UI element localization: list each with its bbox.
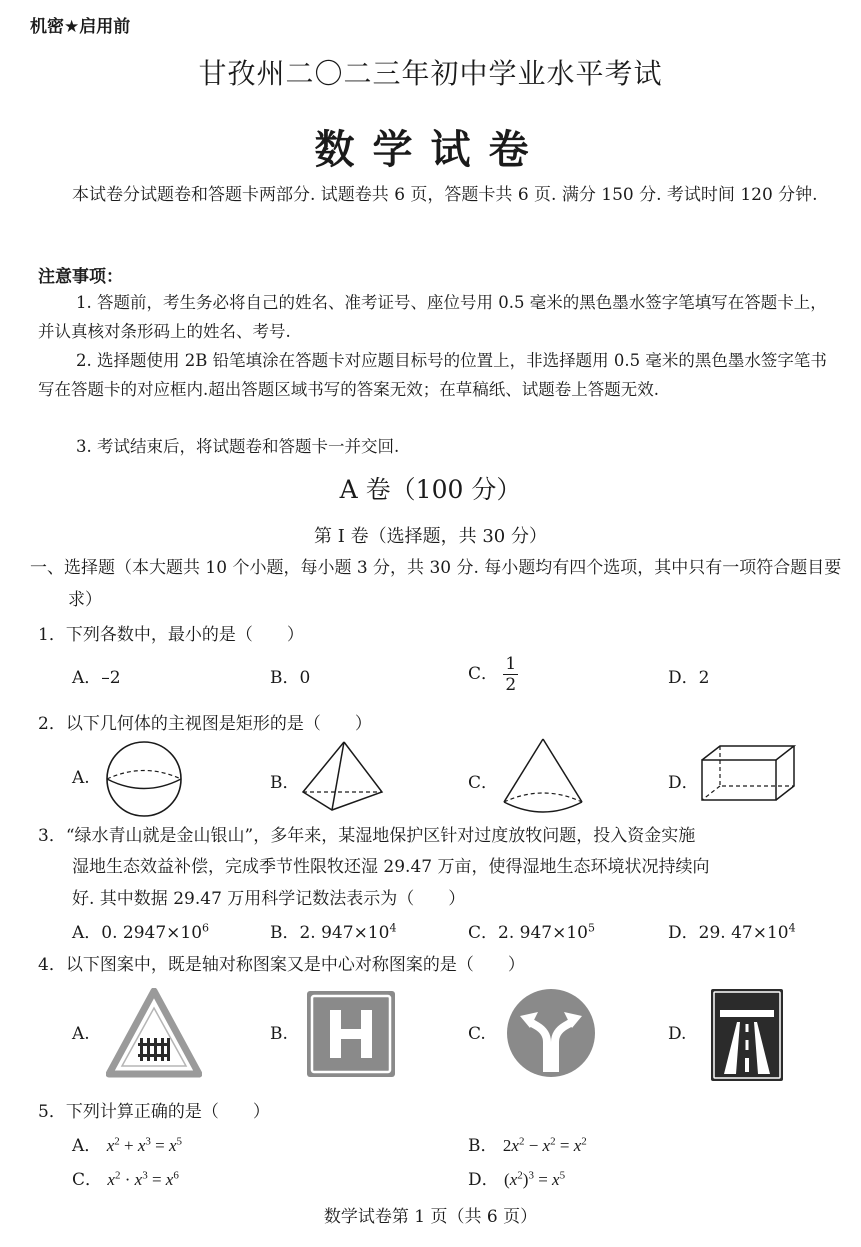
question-4-stem: 4．以下图案中，既是轴对称图案又是中心对称图案的是（ ） xyxy=(38,955,525,975)
question-1-stem: 1．下列各数中，最小的是（ ） xyxy=(38,625,304,645)
page-footer: 数学试卷第 1 页（共 6 页） xyxy=(323,1207,538,1227)
q5-option-c-label: C． xyxy=(72,1170,103,1190)
q5-option-b-formula: $2x^2 - x^2 = x^2$ xyxy=(502,1135,587,1155)
notice-item-3: 3. 考试结束后，将试题卷和答题卡一并交回. xyxy=(76,437,400,456)
question-3-stem-line-1: 3．“绿水青山就是金山银山”，多年来，某湿地保护区针对过度放牧问题，投入资金实施 xyxy=(38,826,696,846)
expressway-sign-icon xyxy=(710,988,784,1082)
q5-option-d-label: D． xyxy=(468,1170,499,1190)
q5-option-c-formula: $x^2 \cdot x^3 = x^6$ xyxy=(107,1169,179,1189)
question-2-stem: 2．以下几何体的主视图是矩形的是（ ） xyxy=(38,714,372,734)
part-a-heading: A 卷（100 分） xyxy=(339,475,522,504)
q3-option-b-text: B．2. 947×10 xyxy=(270,923,390,943)
notice-heading: 注意事项： xyxy=(38,267,123,287)
q4-option-b-label: B. xyxy=(270,1024,288,1044)
exam-title: 甘孜州二〇二三年初中学业水平考试 xyxy=(198,57,663,90)
q5-option-a xyxy=(72,1131,182,1156)
q1-option-a-value: –2 xyxy=(101,668,121,688)
question-3-stem-line-3: 好. 其中数据 29.47 万用科学记数法表示为（ ） xyxy=(72,889,466,909)
question-5-stem: 5．下列计算正确的是（ ） xyxy=(38,1102,270,1122)
q4-option-a-label: A. xyxy=(72,1024,90,1044)
sphere-figure xyxy=(103,740,185,818)
q3-option-c xyxy=(468,918,595,943)
q2-option-b-label: B． xyxy=(270,773,300,793)
q1-option-d xyxy=(668,663,709,688)
q5-option-c xyxy=(72,1165,179,1190)
q5-option-d-formula: $(x^2)^3 = x^5$ xyxy=(504,1169,566,1189)
q2-option-a-label: A. xyxy=(72,768,90,788)
q1-option-d-label: D． xyxy=(668,668,699,688)
q3-option-a-text: A．0. 2947×10 xyxy=(72,923,203,943)
q1-option-d-value: 2 xyxy=(698,668,710,688)
pyramid-figure xyxy=(300,740,386,820)
q3-option-b-exponent: 4 xyxy=(389,921,397,935)
q3-option-b xyxy=(270,918,396,943)
confidential-mark: 机密★启用前 xyxy=(30,17,131,37)
q1-option-a-label: A． xyxy=(72,668,102,688)
q3-option-d-exponent: 4 xyxy=(788,921,796,935)
question-3-stem-line-2: 湿地生态效益补偿，完成季节性限牧还湿 29.47 万亩，使得湿地生态环境状况持续向 xyxy=(72,857,710,877)
fork-direction-sign-icon xyxy=(506,988,596,1078)
cone-figure xyxy=(500,736,586,822)
q3-option-d xyxy=(668,918,796,943)
q5-option-a-formula: $x^2 + x^3 = x^5$ xyxy=(106,1135,183,1155)
q1-option-c-fraction xyxy=(503,654,518,695)
hospital-h-sign-icon xyxy=(306,990,396,1078)
intro-paragraph: 本试卷分试题卷和答题卡两部分. 试题卷共 6 页，答题卡共 6 页. 满分 150 分. 考试时间 120 分钟. xyxy=(72,185,818,205)
volume-1-heading: 第 I 卷（选择题，共 30 分） xyxy=(314,526,547,547)
q5-option-a-label: A． xyxy=(72,1136,102,1156)
q3-option-a-exponent: 6 xyxy=(202,921,210,935)
q3-option-a xyxy=(72,918,209,943)
q1-option-c xyxy=(468,654,518,695)
paper-title: 数学试卷 xyxy=(314,127,547,173)
notice-item-2: 2. 选择题使用 2B 铅笔填涂在答题卡对应题目标号的位置上，非选择题用 0.5 毫米的黑色墨水签字笔书写在答题卡的对应框内.超出答题区域书写的答案无效；在草稿纸、试题卷上答题无效. xyxy=(38,351,827,399)
q1-option-b-value: 0 xyxy=(299,668,311,688)
q4-option-c-label: C. xyxy=(468,1024,486,1044)
q5-option-d xyxy=(468,1165,565,1190)
q1-option-b-label: B． xyxy=(270,668,300,688)
fraction-denominator: 2 xyxy=(505,675,517,695)
fraction-numerator: 1 xyxy=(505,654,517,674)
q2-option-d-label: D． xyxy=(668,773,699,793)
q3-option-c-exponent: 5 xyxy=(587,921,595,935)
notice-item-1: 1. 答题前，考生务必将自己的姓名、准考证号、座位号用 0.5 毫米的黑色墨水签字笔填写在答题卡上，并认真核对条形码上的姓名、考号. xyxy=(38,293,827,341)
section-1-instructions: 一、选择题（本大题共 10 个小题，每小题 3 分，共 30 分. 每小题均有四个选项，其中只有一项符合题目要求） xyxy=(30,558,842,610)
q5-option-b-label: B． xyxy=(468,1136,498,1156)
q5-option-b xyxy=(468,1131,587,1156)
q1-option-a xyxy=(72,663,121,688)
q4-option-d-label: D. xyxy=(668,1024,687,1044)
q3-option-d-text: D．29. 47×10 xyxy=(668,923,789,943)
railway-crossing-sign-icon xyxy=(106,988,202,1078)
q1-option-c-label: C． xyxy=(468,664,499,684)
q2-option-c-label: C． xyxy=(468,773,499,793)
q1-option-b xyxy=(270,663,310,688)
cuboid-figure xyxy=(700,744,796,804)
q3-option-c-text: C．2. 947×10 xyxy=(468,923,588,943)
